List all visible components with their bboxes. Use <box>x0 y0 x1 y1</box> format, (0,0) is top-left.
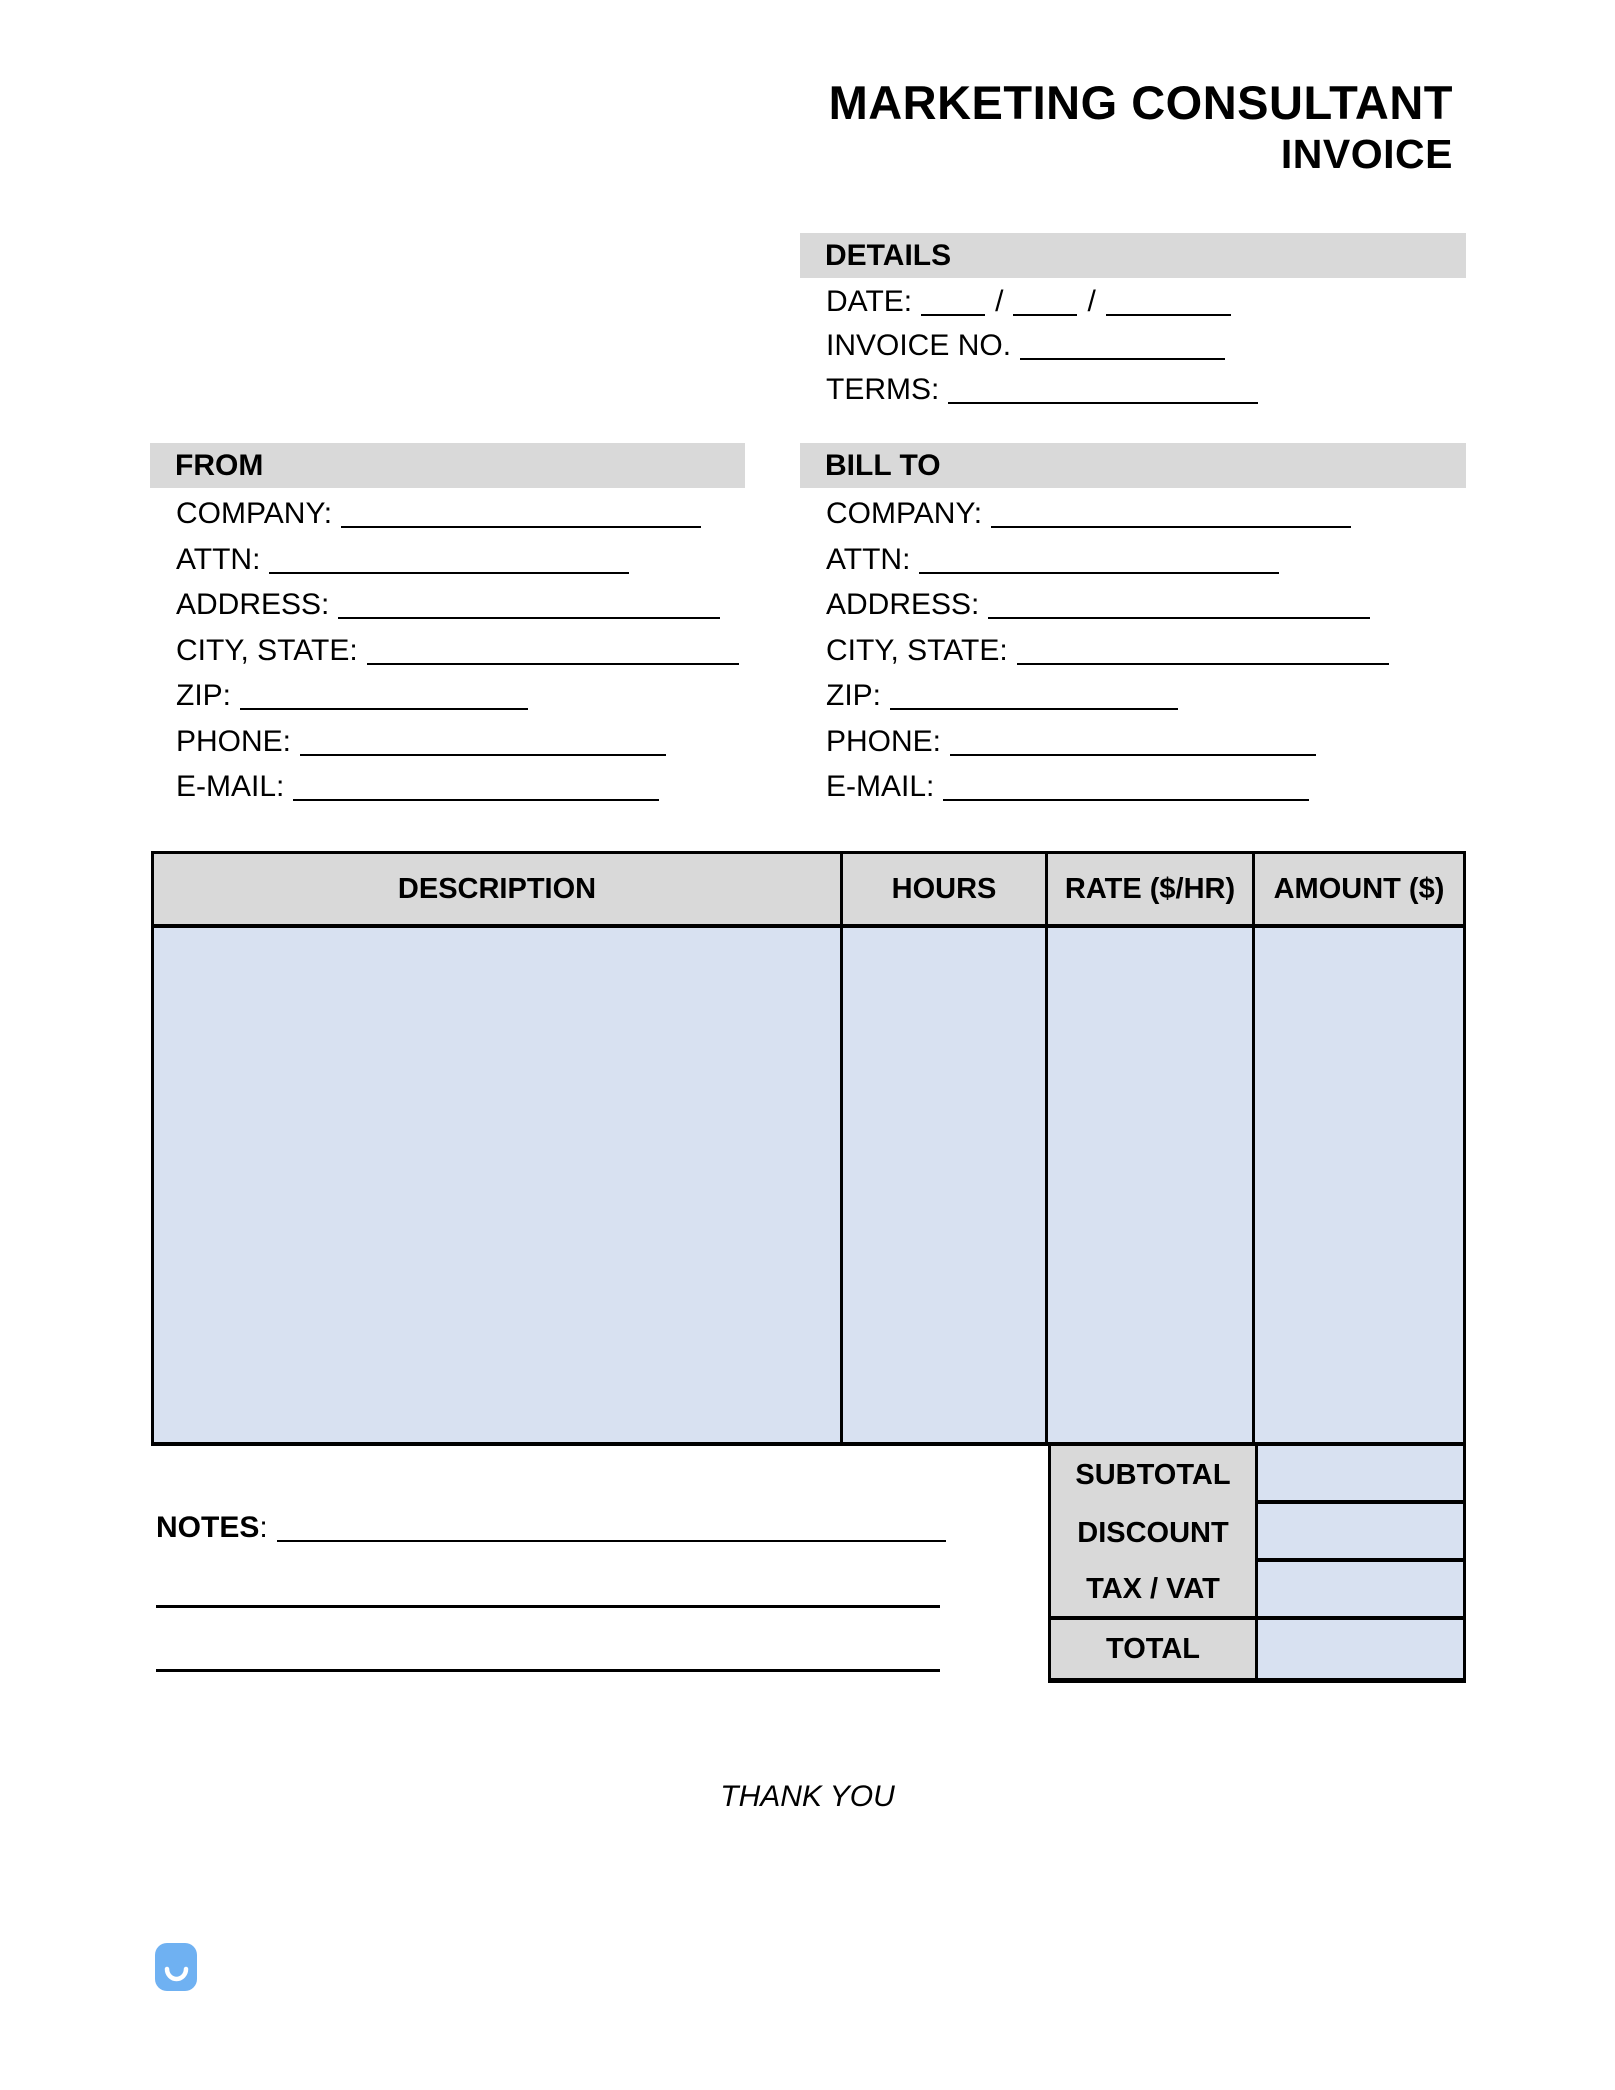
tax-vat-row <box>1051 1562 1463 1620</box>
company-blank-line[interactable] <box>341 526 701 528</box>
billto-phone-field <box>826 719 1466 765</box>
email-label: E-MAIL: <box>176 770 285 803</box>
column-header-amount: AMOUNT ($) <box>1273 872 1445 905</box>
notes-blank-line-3[interactable] <box>156 1669 940 1672</box>
zip-blank-line[interactable] <box>890 708 1178 710</box>
attn-label: ATTN: <box>826 542 911 576</box>
notes-blank-line-2[interactable] <box>156 1605 940 1608</box>
table-header-row <box>154 854 1463 928</box>
total-value-cell[interactable] <box>1255 1620 1463 1678</box>
date-separator: / <box>1087 285 1096 318</box>
billto-zip-field <box>826 673 1466 719</box>
from-attn-field <box>176 537 745 583</box>
email-blank-line[interactable] <box>943 799 1309 801</box>
description-entry-cell[interactable] <box>154 928 843 1442</box>
zip-label: ZIP: <box>826 679 882 712</box>
email-blank-line[interactable] <box>293 799 659 801</box>
thank-you-text: THANK YOU <box>720 1780 895 1813</box>
terms-field <box>826 368 1466 412</box>
details-section-header: DETAILS <box>800 233 1466 278</box>
phone-label: PHONE: <box>826 724 942 758</box>
billto-company-field <box>826 491 1466 537</box>
date-month-blank-line[interactable] <box>921 314 985 316</box>
title-line-1: MARKETING CONSULTANT <box>828 76 1453 129</box>
phone-blank-line[interactable] <box>950 754 1316 756</box>
company-label: COMPANY: <box>176 497 333 530</box>
column-header-rate: RATE ($/HR) <box>1048 854 1255 924</box>
invoice-no-label: INVOICE NO. <box>826 329 1012 362</box>
date-year-blank-line[interactable] <box>1106 314 1231 316</box>
attn-blank-line[interactable] <box>919 572 1279 574</box>
from-company-field <box>176 491 745 537</box>
details-section <box>800 233 1466 412</box>
subtotal-value-cell[interactable] <box>1255 1446 1463 1504</box>
total-row <box>1051 1620 1463 1678</box>
hours-entry-cell[interactable] <box>843 928 1048 1442</box>
billto-email-field <box>826 764 1466 810</box>
terms-blank-line[interactable] <box>948 402 1258 404</box>
from-section-header: FROM <box>150 443 745 488</box>
column-header-hours: HOURS <box>843 854 1048 924</box>
notes-colon: : <box>259 1511 268 1544</box>
zip-blank-line[interactable] <box>240 708 528 710</box>
city-state-blank-line[interactable] <box>367 663 739 665</box>
billto-address-field <box>826 582 1466 628</box>
notes-label: NOTES <box>156 1511 260 1544</box>
table-body-row <box>154 928 1463 1442</box>
tax-vat-label: TAX / VAT <box>1051 1562 1255 1620</box>
date-field <box>826 280 1466 324</box>
notes-blank-line-1[interactable] <box>277 1540 946 1542</box>
total-label: TOTAL <box>1051 1620 1255 1678</box>
attn-label: ATTN: <box>176 542 261 576</box>
email-label: E-MAIL: <box>826 770 935 803</box>
terms-label: TERMS: <box>826 373 940 406</box>
company-blank-line[interactable] <box>991 526 1351 528</box>
billto-attn-field <box>826 537 1466 583</box>
address-label: ADDRESS: <box>176 588 330 621</box>
address-blank-line[interactable] <box>988 617 1370 619</box>
totals-block <box>1048 1446 1466 1683</box>
document-title <box>829 76 1453 179</box>
tax-vat-value-cell[interactable] <box>1255 1562 1463 1620</box>
city-state-label: CITY, STATE: <box>826 633 1008 667</box>
city-state-label: CITY, STATE: <box>176 633 358 667</box>
date-separator: / <box>995 285 1004 318</box>
subtotal-row <box>1051 1446 1463 1504</box>
phone-blank-line[interactable] <box>300 754 666 756</box>
invoice-no-blank-line[interactable] <box>1020 358 1225 360</box>
line-items-table <box>151 851 1466 1446</box>
from-address-field <box>176 582 745 628</box>
phone-label: PHONE: <box>176 724 292 758</box>
date-label: DATE: <box>826 285 913 318</box>
billto-city-state-field <box>826 628 1466 674</box>
discount-row <box>1051 1504 1463 1562</box>
date-day-blank-line[interactable] <box>1013 314 1077 316</box>
rate-entry-cell[interactable] <box>1048 928 1255 1442</box>
subtotal-label: SUBTOTAL <box>1051 1446 1255 1504</box>
address-label: ADDRESS: <box>826 588 980 621</box>
notes-field <box>156 1510 946 1546</box>
city-state-blank-line[interactable] <box>1017 663 1389 665</box>
title-line-2: INVOICE <box>1280 131 1453 177</box>
bill-to-section-header: BILL TO <box>800 443 1466 488</box>
bill-to-section <box>800 443 1466 810</box>
zip-label: ZIP: <box>176 679 232 712</box>
from-email-field <box>176 764 745 810</box>
discount-label: DISCOUNT <box>1051 1504 1255 1562</box>
from-zip-field <box>176 673 745 719</box>
from-section <box>150 443 745 810</box>
from-city-state-field <box>176 628 745 674</box>
attn-blank-line[interactable] <box>269 572 629 574</box>
amount-entry-cell[interactable] <box>1255 928 1463 1442</box>
discount-value-cell[interactable] <box>1255 1504 1463 1562</box>
from-phone-field <box>176 719 745 765</box>
address-blank-line[interactable] <box>338 617 720 619</box>
smile-logo-icon <box>155 1943 197 1991</box>
invoice-no-field <box>826 324 1466 368</box>
company-label: COMPANY: <box>826 497 983 530</box>
column-header-description: DESCRIPTION <box>154 854 843 924</box>
